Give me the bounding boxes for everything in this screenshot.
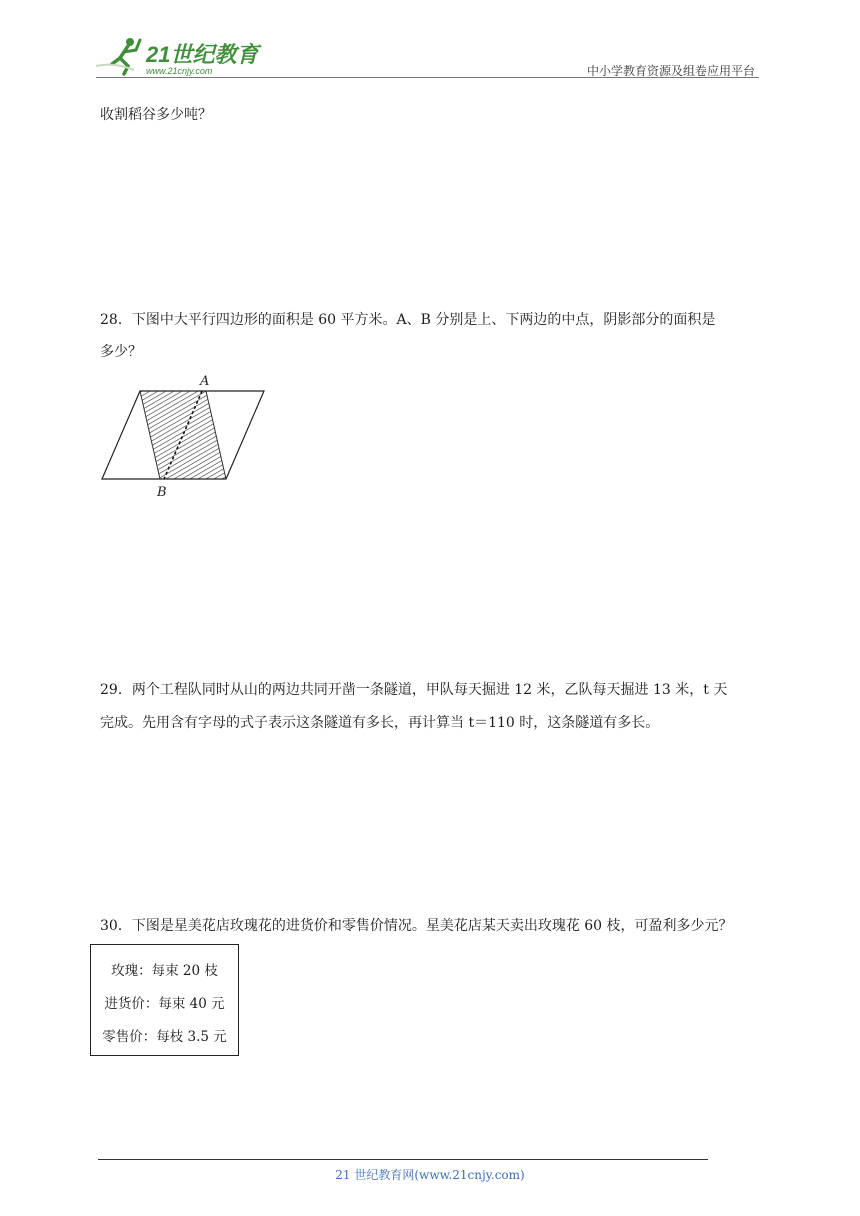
rose-price-box xyxy=(90,944,239,1056)
q28-line-1: 28．下图中大平行四边形的面积是 60 平方米。A、B 分别是上、下两边的中点，阴影部分的面积是 xyxy=(100,312,716,328)
parallelogram-figure xyxy=(98,370,270,502)
label-a: A xyxy=(200,374,210,389)
platform-name: 中小学教育资源及组卷应用平台 xyxy=(586,64,755,78)
q30-line-1: 30．下图是星美花店玫瑰花的进货价和零售价情况。星美花店某天卖出玫瑰花 60 枝，可盈利多少元？ xyxy=(100,918,733,934)
rose-bundle-info: 玫瑰：每束 20 枝 xyxy=(111,963,218,979)
purchase-price-info: 进货价：每束 40 元 xyxy=(104,996,225,1012)
q29-line-1: 29．两个工程队同时从山的两边共同开凿一条隧道，甲队每天掘进 12 米，乙队每天掘进 13 米，t 天 xyxy=(100,682,728,698)
logo-text: 21世纪教育 xyxy=(146,42,259,67)
q27-tail-text: 收割稻谷多少吨？ xyxy=(100,107,212,123)
q29-line-2: 完成。先用含有字母的式子表示这条隧道有多长，再计算当 t＝110 时，这条隧道有多长。 xyxy=(100,715,660,731)
label-b: B xyxy=(157,485,167,500)
q28-line-2: 多少？ xyxy=(100,344,142,360)
retail-price-info: 零售价：每枝 3.5 元 xyxy=(102,1029,227,1045)
runner-icon xyxy=(96,38,140,74)
logo-url: www.21cnjy.com xyxy=(146,66,213,76)
logo xyxy=(94,36,264,78)
footer-divider xyxy=(98,1159,708,1160)
shaded-region xyxy=(140,391,226,479)
footer-text: 21 世纪教育网(www.21cnjy.com) xyxy=(335,1168,525,1182)
header-divider xyxy=(96,77,759,78)
